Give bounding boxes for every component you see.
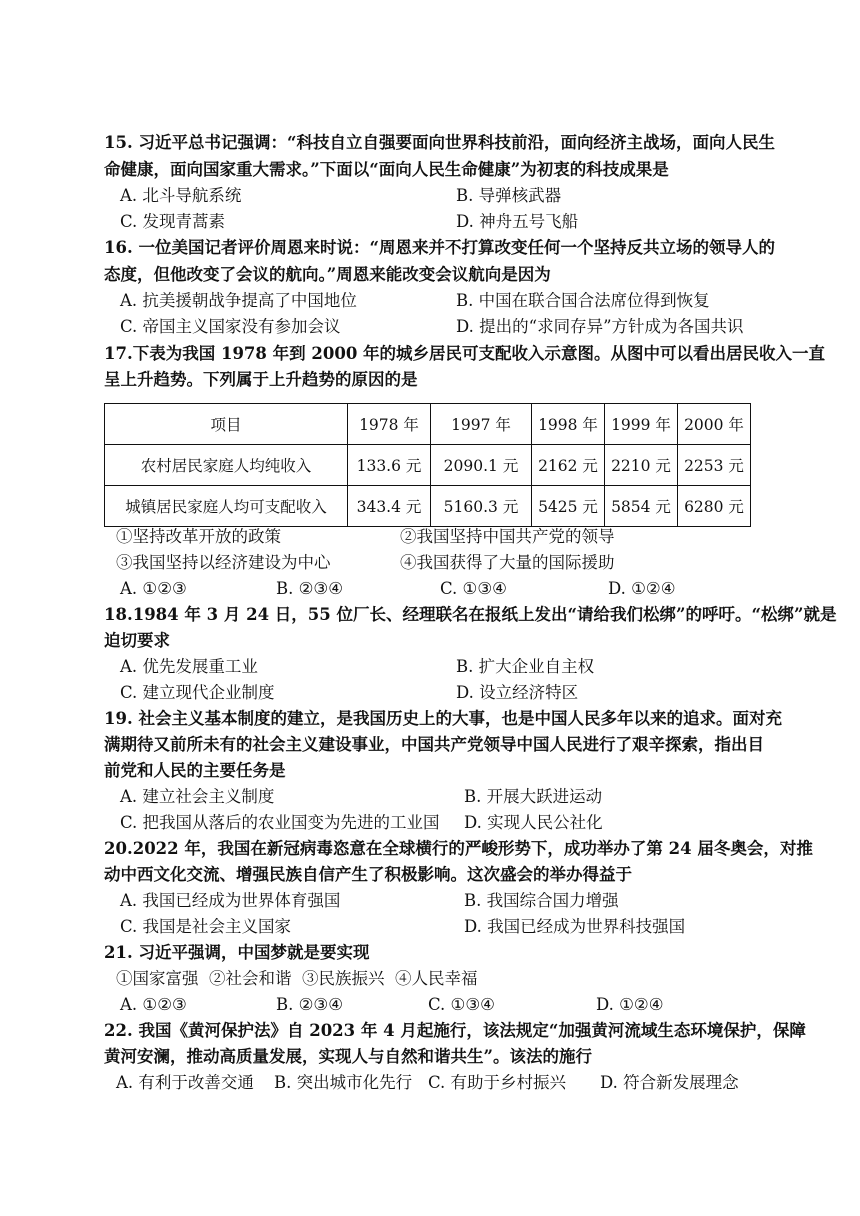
table-row xyxy=(105,486,751,527)
table-cell: 2090.1 元 xyxy=(431,445,532,486)
q20-option-d[interactable]: D. 我国已经成为世界科技强国 xyxy=(464,917,686,936)
q17-item-2: ②我国坚持中国共产党的领导 xyxy=(400,527,615,546)
table-header-cell: 1997 年 xyxy=(431,404,532,445)
question-number: 16. xyxy=(104,238,133,257)
question-number: 21. xyxy=(104,943,133,962)
table-cell: 343.4 元 xyxy=(348,486,431,527)
q22-option-b[interactable]: B. 突出城市化先行 xyxy=(274,1073,413,1092)
question-15-stem-line-2: 命健康，面向国家重大需求。”下面以“面向人民生命健康”为初衷的科技成果是 xyxy=(104,160,669,179)
table-cell: 133.6 元 xyxy=(348,445,431,486)
table-cell: 5854 元 xyxy=(605,486,678,527)
question-20-stem-line-2: 动中西文化交流、增强民族自信产生了积极影响。这次盛会的举办得益于 xyxy=(104,865,632,884)
question-18-stem-line-1 xyxy=(104,603,836,627)
table-cell: 5160.3 元 xyxy=(431,486,532,527)
question-22-stem-line-2: 黄河安澜，推动高质量发展，实现人与自然和谐共生”。该法的施行 xyxy=(104,1047,592,1066)
q20-option-c[interactable]: C. 我国是社会主义国家 xyxy=(120,917,292,936)
q19-option-b[interactable]: B. 开展大跃进运动 xyxy=(464,787,603,806)
table-row xyxy=(105,445,751,486)
question-15-stem-line-1 xyxy=(104,131,775,155)
stem-text: 我国《黄河保护法》自 2023 年 4 月起施行，该法规定“加强黄河流域生态环境保护，保障 xyxy=(138,1021,806,1040)
stem-text: 习近平总书记强调：“科技自立自强要面向世界科技前沿，面向经济主战场，面向人民生 xyxy=(138,133,775,152)
question-number: 17. xyxy=(104,344,133,363)
q17-option-d[interactable]: D. ①②④ xyxy=(608,579,676,598)
table-cell: 城镇居民家庭人均可支配收入 xyxy=(105,486,348,527)
question-19-stem-line-2: 满期待又前所未有的社会主义建设事业，中国共产党领导中国人民进行了艰辛探索，指出目 xyxy=(104,735,764,754)
q21-option-b[interactable]: B. ②③④ xyxy=(276,995,343,1014)
stem-text: 2022 年，我国在新冠病毒恣意在全球横行的严峻形势下，成功举办了第 24 届冬奥会，对推 xyxy=(132,839,813,858)
q20-option-b[interactable]: B. 我国综合国力增强 xyxy=(464,891,619,910)
income-table xyxy=(104,403,751,527)
table-header-cell: 项目 xyxy=(105,404,348,445)
q17-item-3: ③我国坚持以经济建设为中心 xyxy=(116,553,331,572)
stem-text: 习近平强调，中国梦就是要实现 xyxy=(138,943,370,962)
question-number: 22. xyxy=(104,1021,133,1040)
question-21-stem-line-1 xyxy=(104,941,369,965)
q17-option-b[interactable]: B. ②③④ xyxy=(276,579,343,598)
q21-option-a[interactable]: A. ①②③ xyxy=(120,995,187,1014)
q21-option-d[interactable]: D. ①②④ xyxy=(596,995,664,1014)
table-cell: 2210 元 xyxy=(605,445,678,486)
table-cell: 2253 元 xyxy=(678,445,751,486)
q17-option-c[interactable]: C. ①③④ xyxy=(440,579,507,598)
table-cell: 5425 元 xyxy=(532,486,605,527)
stem-text: 一位美国记者评价周恩来时说：“周恩来并不打算改变任何一个坚持反共立场的领导人的 xyxy=(138,238,775,257)
stem-text: 下表为我国 1978 年到 2000 年的城乡居民可支配收入示意图。从图中可以看出居民收入一直 xyxy=(132,344,826,363)
q18-option-c[interactable]: C. 建立现代企业制度 xyxy=(120,683,275,702)
q18-option-d[interactable]: D. 设立经济特区 xyxy=(456,683,579,702)
question-22-stem-line-1 xyxy=(104,1019,806,1043)
q15-option-a[interactable]: A. 北斗导航系统 xyxy=(120,186,242,205)
q21-items: ①国家富强 ②社会和谐 ③民族振兴 ④人民幸福 xyxy=(116,969,478,988)
table-header-cell: 1998 年 xyxy=(532,404,605,445)
q17-item-1: ①坚持改革开放的政策 xyxy=(116,527,281,546)
question-17-stem-line-2: 呈上升趋势。下列属于上升趋势的原因的是 xyxy=(104,370,418,389)
question-number: 15. xyxy=(104,133,133,152)
table-cell: 2162 元 xyxy=(532,445,605,486)
question-19-stem-line-1 xyxy=(104,707,782,731)
q22-option-d[interactable]: D. 符合新发展理念 xyxy=(600,1073,739,1092)
q19-option-c[interactable]: C. 把我国从落后的农业国变为先进的工业国 xyxy=(120,813,440,832)
q16-option-d[interactable]: D. 提出的“求同存异”方针成为各国共识 xyxy=(456,317,744,336)
q16-option-c[interactable]: C. 帝国主义国家没有参加会议 xyxy=(120,317,341,336)
question-16-stem-line-1 xyxy=(104,236,775,260)
q19-option-a[interactable]: A. 建立社会主义制度 xyxy=(120,787,275,806)
table-header-cell: 1978 年 xyxy=(348,404,431,445)
q16-option-a[interactable]: A. 抗美援朝战争提高了中国地位 xyxy=(120,291,357,310)
q17-item-4: ④我国获得了大量的国际援助 xyxy=(400,553,615,572)
q16-option-b[interactable]: B. 中国在联合国合法席位得到恢复 xyxy=(456,291,710,310)
question-16-stem-line-2: 态度，但他改变了会议的航向。”周恩来能改变会议航向是因为 xyxy=(104,265,551,284)
q18-option-a[interactable]: A. 优先发展重工业 xyxy=(120,657,258,676)
q15-option-c[interactable]: C. 发现青蒿素 xyxy=(120,212,226,231)
q19-option-d[interactable]: D. 实现人民公社化 xyxy=(464,813,603,832)
q22-option-a[interactable]: A. 有利于改善交通 xyxy=(116,1073,254,1092)
q22-option-c[interactable]: C. 有助于乡村振兴 xyxy=(428,1073,567,1092)
q17-option-a[interactable]: A. ①②③ xyxy=(120,579,187,598)
q20-option-a[interactable]: A. 我国已经成为世界体育强国 xyxy=(120,891,341,910)
q15-option-d[interactable]: D. 神舟五号飞船 xyxy=(456,212,579,231)
question-19-stem-line-3: 前党和人民的主要任务是 xyxy=(104,761,286,780)
q15-option-b[interactable]: B. 导弹核武器 xyxy=(456,186,562,205)
q21-option-c[interactable]: C. ①③④ xyxy=(428,995,495,1014)
table-header-row xyxy=(105,404,751,445)
q18-option-b[interactable]: B. 扩大企业自主权 xyxy=(456,657,595,676)
question-number: 18. xyxy=(104,605,133,624)
question-17-stem-line-1 xyxy=(104,342,825,366)
table-header-cell: 2000 年 xyxy=(678,404,751,445)
question-20-stem-line-1 xyxy=(104,837,813,861)
question-number: 19. xyxy=(104,709,133,728)
question-18-stem-line-2: 迫切要求 xyxy=(104,631,170,650)
table-header-cell: 1999 年 xyxy=(605,404,678,445)
stem-text: 社会主义基本制度的建立，是我国历史上的大事，也是中国人民多年以来的追求。面对充 xyxy=(138,709,782,728)
stem-text: 1984 年 3 月 24 日，55 位厂长、经理联名在报纸上发出“请给我们松绑”的呼吁。“松绑”就是 xyxy=(132,605,837,624)
table-cell: 农村居民家庭人均纯收入 xyxy=(105,445,348,486)
table-cell: 6280 元 xyxy=(678,486,751,527)
question-number: 20. xyxy=(104,839,133,858)
